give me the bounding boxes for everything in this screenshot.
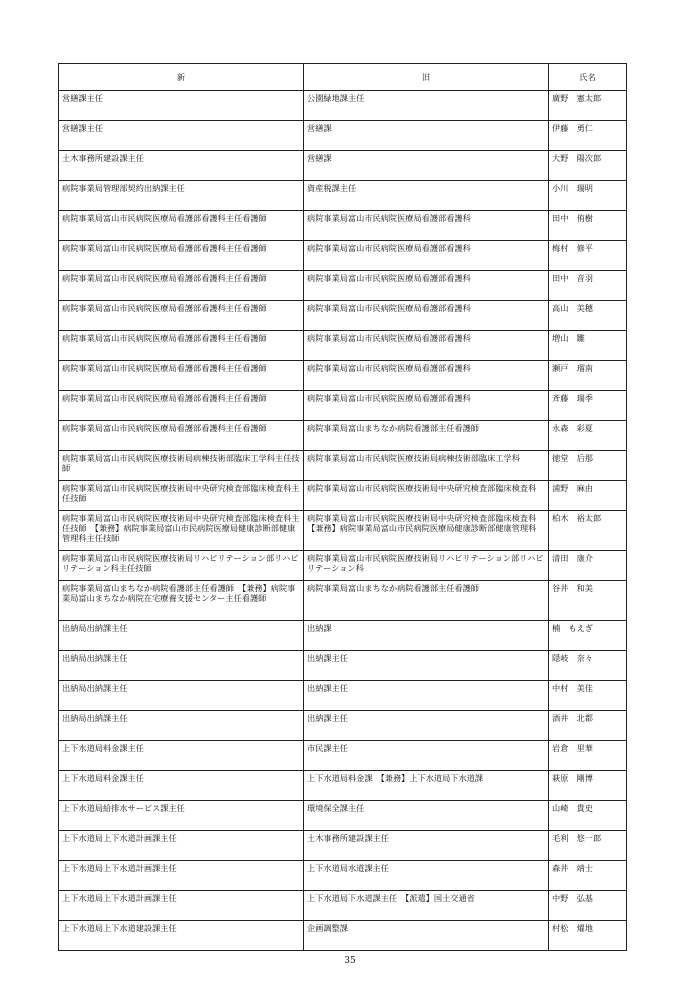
cell-name: 梅村 修平 [549,241,627,271]
cell-name: 酒井 北都 [549,711,627,741]
table-row [59,121,627,151]
cell-old: 上下水道局料金課 【兼務】上下水道局下水道課 [304,771,549,801]
table-row [59,451,627,481]
cell-old: 病院事業局富山まちなか病院看護部主任看護師 [304,421,549,451]
cell-old: 病院事業局富山市民病院医療局看護部看護科 [304,361,549,391]
cell-new: 上下水道局給排水サービス課主任 [59,801,304,831]
cell-new: 上下水道局料金課主任 [59,741,304,771]
cell-old: 営繕課 [304,121,549,151]
cell-new: 病院事業局富山市民病院医療技術局中央研究検査部臨床検査科主任技師 [59,481,304,511]
table-row [59,741,627,771]
table-row [59,151,627,181]
cell-old: 病院事業局富山市民病院医療技術局中央研究検査部臨床検査科 [304,481,549,511]
cell-old: 土木事務所建設課主任 [304,831,549,861]
cell-new: 出納局出納課主任 [59,651,304,681]
cell-old: 出納課主任 [304,681,549,711]
cell-new: 土木事務所建設課主任 [59,151,304,181]
cell-name: 山崎 貴史 [549,801,627,831]
cell-new: 出納局出納課主任 [59,711,304,741]
cell-name: 大野 陽次郎 [549,151,627,181]
cell-name: 谷井 和美 [549,581,627,621]
cell-name: 村松 燿地 [549,921,627,951]
cell-new: 営繕課主任 [59,121,304,151]
cell-name: 伊藤 勇仁 [549,121,627,151]
cell-old: 資産税課主任 [304,181,549,211]
cell-old: 環境保全課主任 [304,801,549,831]
table-row [59,621,627,651]
cell-new: 出納局出納課主任 [59,681,304,711]
table-row [59,511,627,551]
cell-name: 廣野 憲太郎 [549,91,627,121]
cell-old: 病院事業局富山市民病院医療局看護部看護科 [304,271,549,301]
cell-old: 公園緑地課主任 [304,91,549,121]
table-row [59,551,627,581]
header-name: 氏名 [549,64,627,91]
cell-new: 上下水道局上下水道計画課主任 [59,831,304,861]
table-row [59,581,627,621]
cell-name: 清田 康介 [549,551,627,581]
table-row [59,211,627,241]
table-row [59,301,627,331]
table-row [59,91,627,121]
cell-old: 病院事業局富山市民病院医療技術局中央研究検査部臨床検査科 【兼務】病院事業局富山市民病院医療局健康診断部健康管理科 [304,511,549,551]
cell-old: 病院事業局富山市民病院医療局看護部看護科 [304,241,549,271]
cell-new: 病院事業局富山市民病院医療局看護部看護科主任看護師 [59,211,304,241]
cell-name: 高山 美穂 [549,301,627,331]
cell-name: 萩原 剛博 [549,771,627,801]
table-row [59,271,627,301]
cell-new: 病院事業局富山市民病院医療技術局リハビリテーション部リハビリテーション科主任技師 [59,551,304,581]
cell-new: 上下水道局上下水道計画課主任 [59,861,304,891]
cell-old: 出納課主任 [304,651,549,681]
cell-name: 森井 靖士 [549,861,627,891]
table-row [59,711,627,741]
cell-name: 楠 もえぎ [549,621,627,651]
table-row [59,651,627,681]
cell-name: 斉藤 瑞季 [549,391,627,421]
page-number: 35 [344,956,356,966]
table-row [59,331,627,361]
cell-old: 病院事業局富山まちなか病院看護部主任看護師 [304,581,549,621]
table-row [59,801,627,831]
table-row [59,771,627,801]
cell-new: 病院事業局富山市民病院医療技術局中央研究検査部臨床検査科主任技師 【兼務】病院事業局富山市民病院医療局健康診断部健康管理科主任技師 [59,511,304,551]
cell-new: 病院事業局富山市民病院医療局看護部看護科主任看護師 [59,241,304,271]
cell-new: 病院事業局富山まちなか病院看護部主任看護師 【兼務】病院事業局富山まちなか病院在宅療養支援センター主任看護師 [59,581,304,621]
cell-new: 病院事業局富山市民病院医療技術局病棟技術部臨床工学科主任技師 [59,451,304,481]
table-row [59,361,627,391]
cell-new: 病院事業局富山市民病院医療局看護部看護科主任看護師 [59,421,304,451]
cell-name: 中村 美佳 [549,681,627,711]
table-row [59,391,627,421]
table-row [59,681,627,711]
header-row [59,64,627,91]
cell-new: 病院事業局富山市民病院医療局看護部看護科主任看護師 [59,271,304,301]
cell-name: 毛利 悠一郎 [549,831,627,861]
cell-old: 上下水道局下水道課主任 【派遣】国土交通省 [304,891,549,921]
cell-name: 隠岐 奈々 [549,651,627,681]
table-row [59,861,627,891]
cell-old: 病院事業局富山市民病院医療技術局病棟技術部臨床工学科 [304,451,549,481]
cell-name: 永森 彩夏 [549,421,627,451]
cell-name: 田中 侑樹 [549,211,627,241]
personnel-table [58,63,627,951]
cell-name: 柏木 裕太郎 [549,511,627,551]
cell-old: 市民課主任 [304,741,549,771]
header-old: 旧 [304,64,549,91]
cell-name: 浦野 麻由 [549,481,627,511]
table-row [59,921,627,951]
cell-name: 中野 弘基 [549,891,627,921]
cell-new: 病院事業局富山市民病院医療局看護部看護科主任看護師 [59,301,304,331]
table-row [59,241,627,271]
cell-old: 出納課主任 [304,711,549,741]
table-row [59,891,627,921]
cell-old: 病院事業局富山市民病院医療局看護部看護科 [304,331,549,361]
cell-name: 増山 雛 [549,331,627,361]
cell-name: 岩倉 里華 [549,741,627,771]
table-row [59,831,627,861]
table-row [59,181,627,211]
cell-old: 病院事業局富山市民病院医療局看護部看護科 [304,211,549,241]
cell-new: 病院事業局富山市民病院医療局看護部看護科主任看護師 [59,391,304,421]
header-new: 新 [59,64,304,91]
cell-new: 上下水道局料金課主任 [59,771,304,801]
table-row [59,481,627,511]
cell-new: 病院事業局富山市民病院医療局看護部看護科主任看護師 [59,361,304,391]
cell-old: 病院事業局富山市民病院医療技術局リハビリテーション部リハビリテーション科 [304,551,549,581]
cell-old: 出納課 [304,621,549,651]
cell-name: 徳堂 后那 [549,451,627,481]
cell-new: 営繕課主任 [59,91,304,121]
cell-name: 瀬戸 瑠南 [549,361,627,391]
cell-old: 病院事業局富山市民病院医療局看護部看護科 [304,391,549,421]
cell-name: 小川 瑞明 [549,181,627,211]
cell-name: 田中 音羽 [549,271,627,301]
cell-new: 病院事業局管理部契約出納課主任 [59,181,304,211]
cell-old: 上下水道局水道課主任 [304,861,549,891]
cell-old: 病院事業局富山市民病院医療局看護部看護科 [304,301,549,331]
cell-old: 営繕課 [304,151,549,181]
cell-old: 企画調整課 [304,921,549,951]
cell-new: 上下水道局上下水道計画課主任 [59,891,304,921]
table-row [59,421,627,451]
cell-new: 出納局出納課主任 [59,621,304,651]
cell-new: 病院事業局富山市民病院医療局看護部看護科主任看護師 [59,331,304,361]
cell-new: 上下水道局上下水道建設課主任 [59,921,304,951]
